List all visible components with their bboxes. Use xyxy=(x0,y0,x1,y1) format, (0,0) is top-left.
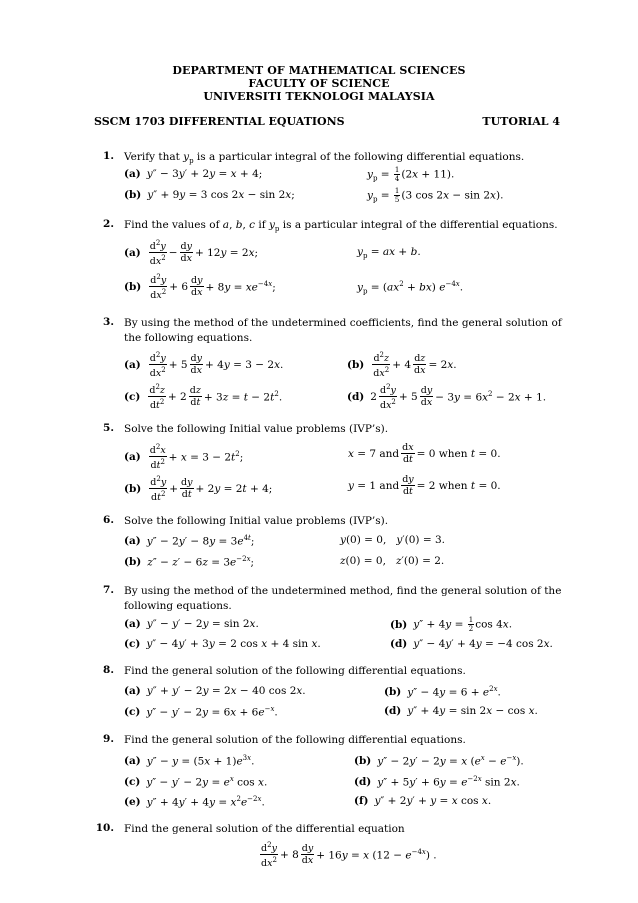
q9-part-b: (b) y″ − 2y′ − 2y = x $(e^x - e^{-x})$. xyxy=(354,754,524,768)
q7-part-b: (b) y″ + 4y = $\frac{1}{2}$ cos 4x. xyxy=(390,616,513,633)
q1-yp-a: $y_p$ = $\frac{1}{4}$ (2x + 11). xyxy=(367,166,455,183)
q8-part-b: (b) $y'' - 4y = 6 + e^{2x}$. xyxy=(384,685,501,699)
q1-yp-b: $y_p$ = $\frac{1}{5}$ (3 cos 2x − sin 2x). xyxy=(367,187,504,204)
q9-part-e: (e) $y'' + 4y' + 4y = x^2e^{-2x}$. xyxy=(124,795,265,809)
q3-part-b: (b) $\frac{d^2z}{dx^2}$ + 4 $\frac{dz}{dx}$ = 2x. xyxy=(347,351,457,380)
q8-part-c: (c) $y'' - y' - 2y = 6x + 6e^{-x}$. xyxy=(124,705,278,719)
department-title: DEPARTMENT OF MATHEMATICAL SCIENCES xyxy=(172,64,466,77)
q5-ivp-b: y = 1 and $\frac{dy}{dt}$ = 2 when t = 0. xyxy=(348,474,501,497)
q1-part-a: (a) y″ − 3y′ + 2y = x + 4; xyxy=(124,168,263,180)
q6-part-a: (a) $y'' - 2y' - 8y = 3e^{4t}$; xyxy=(124,534,255,548)
q6-part-b: (b) $z'' - z' - 6z = 3e^{-2x}$; xyxy=(124,555,255,569)
q9-part-d: (d) $y'' + 5y' + 6y = e^{-2x}$ sin 2x. xyxy=(354,775,520,789)
q5-part-b: (b) $\frac{d^2y}{dt^2}$ + $\frac{dy}{dt}$ + 2y = 2t + 4; xyxy=(124,475,273,504)
q8-part-d: (d) y″ + 4y = sin 2x − cos x. xyxy=(384,705,538,717)
q1-part-b: (b) y″ + 9y = 3 cos 2x − sin 2x; xyxy=(124,189,295,201)
q5-part-a: (a) $\frac{d^2x}{dt^2}$ + $x = 3 - 2t^2$; xyxy=(124,443,244,472)
q2-part-b: (b) $\frac{d^2y}{dx^2}$ + 6 $\frac{dy}{dx}$ + $8y = xe^{-4x}$; xyxy=(124,273,276,302)
q7-part-a: (a) y″ − y′ − 2y = sin 2x. xyxy=(124,618,259,630)
q5-ivp-a: x = 7 and $\frac{dx}{dt}$ = 0 when t = 0. xyxy=(348,442,501,465)
faculty-title: FACULTY OF SCIENCE xyxy=(248,77,390,90)
document-page: DEPARTMENT OF MATHEMATICAL SCIENCES FACULTY OF SCIENCE UNIVERSITI TEKNOLOGI MALAYSIA SSCM 1703 DIFFERENTIAL EQUATIONS TUTORIAL 4 1. Verify that $y_p$ is a particular integral of the following differential equations. (a) y″ − 3y′ + 2y = x + 4; $y_p$ = $\frac{1}{4}$ (2x + 11). (b) y″ + 9y = 3 cos 2x − sin 2x; $y_p$ = $\frac{1}{5}$ (3 cos 2x − sin 2x). 2. Find the values of a, b, c if $y_p$ is a particular integral of the differential equations. (a) $\frac{d^2y}{dx^2}$ − $\frac{dy}{dx}$ + 12y = 2x; $y_p$ = ax + b. (b) $\frac{d^2y}{dx^2}$ + 6 $\frac{dy}{dx}$ + $8y = xe^{-4x}$; $y_p = (ax^2 + bx)$ $e^{-4x}$. 3. By using the method of the undetermined coefficients, find the general solution of the following equations. (a) $\frac{d^2y}{dx^2}$ + 5 $\frac{dy}{dx}$ + 4y = 3 − 2x. (b) $\frac{d^2z}{dx^2}$ + 4 $\frac{dz}{dx}$ = 2x. (c) $\frac{d^2z}{dt^2}$ + 2 $\frac{dz}{dt}$ + $3z = t - 2t^2$. (d) 2 $\frac{d^2y}{dx^2}$ + 5 $\frac{dy}{dx}$ − $3y = 6x^2 - 2x + 1$. 5. Solve the following Initial value problems (IVP’s). (a) $\frac{d^2x}{dt^2}$ + $x = 3 - 2t^2$; x = 7 and $\frac{dx}{dt}$ = 0 when t = 0. (b) $\frac{d^2y}{dt^2}$ + $\frac{dy}{dt}$ + 2y = 2t + 4; y = 1 and $\frac{dy}{dt}$ = 2 when t = 0. 6. Solve the following Initial value problems (IVP’s). (a) $y'' - 2y' - 8y = 3e^{4t}$; y(0) = 0, y′(0) = 3. (b) $z'' - z' - 6z = 3e^{-2x}$; z(0) = 0, z′(0) = 2. 7. By using the method of the undetermined method, find the general solution of the following equations. (a) y″ − y′ − 2y = sin 2x. (b) y″ + 4y = $\frac{1}{2}$ cos 4x. (c) y″ − 4y′ + 3y = 2 cos x + 4 sin x. (d) y″ − 4y′ + 4y = −4 cos 2x. 8. Find the general solution of the following differential equations. (a) y″ + y′ − 2y = 2x − 40 cos 2x. (b) $y'' - 4y = 6 + e^{2x}$. (c) $y'' - y' - 2y = 6x + 6e^{-x}$. (d) y″ + 4y = sin 2x − cos x. 9. Find the general solution of the following differential equations. (a) $y'' - y = (5x + 1)e^{3x}$. (b) y″ − 2y′ − 2y = x $(e^x - e^{-x})$. (c) $y'' - y' - 2y = e^x$ cos x. (d) $y'' + 5y' + 6y = e^{-2x}$ sin 2x. (e) $y'' + 4y' + 4y = x^2e^{-2x}$. (f) y″ + 2y′ + y = x cos x. 10. Find the general solution of the differential equation $\frac{d^2y}{dx^2}$ + 8 $\frac{dy}{dx}$ + 16y = x $(12 - e^{-4x})$ . xyxy=(0,0,638,903)
course-title: SSCM 1703 DIFFERENTIAL EQUATIONS xyxy=(94,115,345,128)
q7-part-d: (d) y″ − 4y′ + 4y = −4 cos 2x. xyxy=(390,638,553,650)
q8-part-a: (a) y″ + y′ − 2y = 2x − 40 cos 2x. xyxy=(124,685,306,697)
tutorial-number: TUTORIAL 4 xyxy=(482,115,560,128)
q3-part-d: (d) 2 $\frac{d^2y}{dx^2}$ + 5 $\frac{dy}{dx}$ − $3y = 6x^2 - 2x + 1$. xyxy=(347,383,547,412)
q2-part-a: (a) $\frac{d^2y}{dx^2}$ − $\frac{dy}{dx}$ + 12y = 2x; xyxy=(124,239,259,268)
university-title: UNIVERSITI TEKNOLOGI MALAYSIA xyxy=(203,90,435,103)
q6-ivp-a: y(0) = 0, y′(0) = 3. xyxy=(340,534,446,546)
q9-part-f: (f) y″ + 2y′ + y = x cos x. xyxy=(354,795,492,807)
q10-equation: $\frac{d^2y}{dx^2}$ + 8 $\frac{dy}{dx}$ + 16y = x $(12 - e^{-4x})$ . xyxy=(261,841,437,870)
question-text: Verify that $y_p$ is a particular integral of the following differential equations. xyxy=(124,151,525,166)
question-number: 1. xyxy=(103,150,114,162)
q6-ivp-b: z(0) = 0, z′(0) = 2. xyxy=(340,555,445,567)
q9-part-c: (c) $y'' - y' - 2y = e^x$ cos x. xyxy=(124,775,268,789)
q3-part-c: (c) $\frac{d^2z}{dt^2}$ + 2 $\frac{dz}{dt}$ + $3z = t - 2t^2$. xyxy=(124,383,283,412)
q7-part-c: (c) y″ − 4y′ + 3y = 2 cos x + 4 sin x. xyxy=(124,638,321,650)
q2-yp-b: $y_p = (ax^2 + bx)$ $e^{-4x}$. xyxy=(357,280,464,296)
q3-part-a: (a) $\frac{d^2y}{dx^2}$ + 5 $\frac{dy}{dx}$ + 4y = 3 − 2x. xyxy=(124,351,284,380)
q9-part-a: (a) $y'' - y = (5x + 1)e^{3x}$. xyxy=(124,754,255,768)
q2-yp-a: $y_p$ = ax + b. xyxy=(357,246,421,261)
